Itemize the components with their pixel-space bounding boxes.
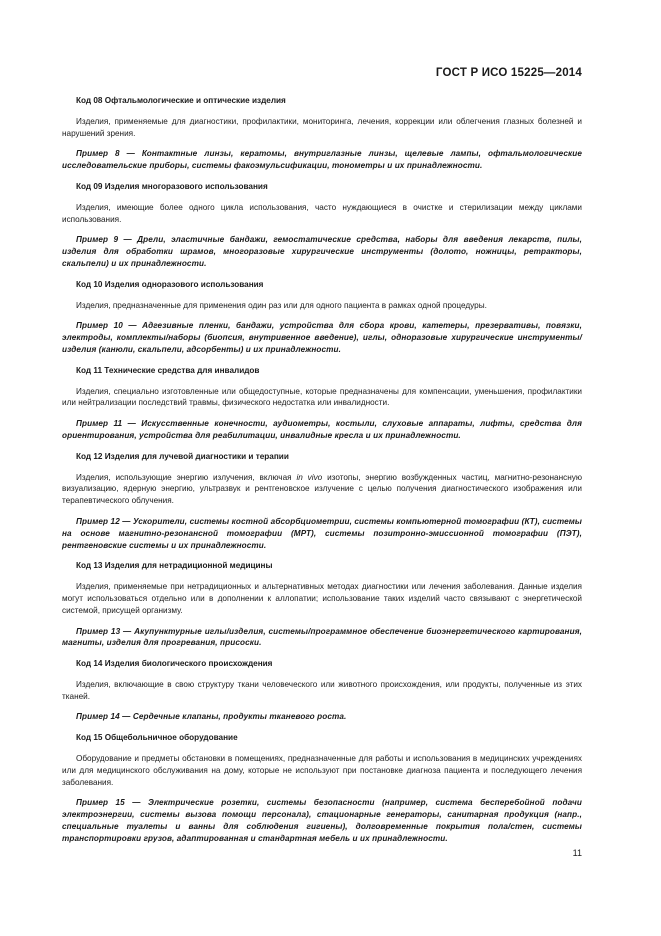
document-body xyxy=(62,95,582,854)
section-code-12: Код 12 Изделия для лучевой диагностики и терапии xyxy=(76,451,289,461)
section-description-12 xyxy=(62,472,582,507)
description-text-before: Изделия, использующие энергию излучения, включая xyxy=(76,472,297,482)
section-description-15: Оборудование и предметы обстановки в помещениях, предназначенные для работы и использования в медицинских учреждениях или для медицинского обслуживания на дому, которые не используют при постановке диагноза пациента и последующего лечения заболевания. xyxy=(62,754,582,787)
section-example-08: Пример 8 — Контактные линзы, кератомы, внутриглазные линзы, щелевые лампы, офтальмологические исследовательские приборы, системы факоэмульсификации, тонометры и их принадлежности. xyxy=(62,149,582,171)
section-description-13: Изделия, применяемые при нетрадиционных и альтернативных методах диагностики или лечения заболевания. Данные изделия могут использоваться отдельно или в дополнении к аллопатии; использование таких изделий часто связывают с энергетической системой, присущей организму. xyxy=(62,582,582,615)
section-code-08: Код 08 Офтальмологические и оптические изделия xyxy=(76,96,286,105)
section-example-11: Пример 11 — Искусственные конечности, аудиометры, костыли, слуховые аппараты, лифты, средства для ориентирования, устройства для реабилитации, инвалидные кресла и их принадлежности. xyxy=(62,419,582,440)
section-code-13: Код 13 Изделия для нетрадиционной медицины xyxy=(76,561,273,571)
section-description-11: Изделия, специально изготовленные или общедоступные, которые предназначены для компенсации, уменьшения, профилактики или нейтрализации последствий травмы, физического недостатка или инвалидности. xyxy=(62,386,582,408)
section-description-09: Изделия, имеющие более одного цикла использования, часто нуждающиеся в очистке и стерилизации между циклами использования. xyxy=(62,202,582,224)
section-code-15: Код 15 Общебольничное оборудование xyxy=(76,733,238,743)
section-example-12: Пример 12 — Ускорители, системы костной абсорбциометрии, системы компьютерной томографии (КТ), системы на основе магнитно-резонансной томографии (МРТ), системы позитронно-эмиссионной томографии (ПЭТ), рентгеновские системы и их принадлежности. xyxy=(62,516,582,550)
section-code-09: Код 09 Изделия многоразового использования xyxy=(76,181,268,191)
section-description-08: Изделия, применяемые для диагностики, профилактики, мониторинга, лечения, коррекции или облегчения глазных болезней и нарушений зрения. xyxy=(62,116,582,138)
page-number: 11 xyxy=(572,848,582,858)
document-header: ГОСТ Р ИСО 15225—2014 xyxy=(435,67,582,79)
section-example-14: Пример 14 — Сердечные клапаны, продукты тканевого роста. xyxy=(76,712,347,722)
section-code-11: Код 11 Технические средства для инвалидов xyxy=(76,365,260,375)
description-text-after: изотопы, энергию возбужденных частиц, магнитно-резонансную визуализацию, ядерную энергию, ультразвук и рентгеновское излучение с целью получения диагностического изображения или терапевтического облучения. xyxy=(62,472,582,506)
section-description-10: Изделия, предназначенные для применения один раз или для одного пациента в рамках одной процедуры. xyxy=(76,300,487,310)
section-example-10: Пример 10 — Адгезивные пленки, бандажи, устройства для сбора крови, катетеры, презервативы, повязки, электроды, комплекты/наборы (биопсия, внутривенное введение), иглы, одноразовые хирургические инструменты/изделия (канюли, скальпели, адсорбенты) и их принадлежности. xyxy=(62,321,582,354)
section-description-14: Изделия, включающие в свою структуру ткани человеческого или животного происхождения, или продукты, полученные из этих тканей. xyxy=(62,679,582,701)
section-code-10: Код 10 Изделия одноразового использования xyxy=(76,279,264,289)
section-example-15: Пример 15 — Электрические розетки, системы безопасности (например, система бесперебойной подачи электроэнергии, системы вызова помощи персонала), стационарные генераторы, санитарная продукция (напр., специальные туалеты и ванны для соблюдения гигиены), долговременные покрытия пола/стен, системы транспортировки грузов, адаптированная и стандартная мебель и их принадлежности. xyxy=(62,798,582,843)
description-italic-term: in vivo xyxy=(296,472,323,482)
section-example-09: Пример 9 — Дрели, эластичные бандажи, гемостатические средства, наборы для введения лекарств, пилы, изделия для обработки шрамов, многоразовые хирургические инструменты (долото, ножницы, ретракторы, скальпели) и их принадлежности. xyxy=(62,235,582,268)
section-code-14: Код 14 Изделия биологического происхождения xyxy=(76,659,273,669)
section-example-13: Пример 13 — Акупунктурные иглы/изделия, системы/программное обеспечение биоэнергетического картирования, магниты, изделия для прогревания, присоски. xyxy=(62,626,582,648)
